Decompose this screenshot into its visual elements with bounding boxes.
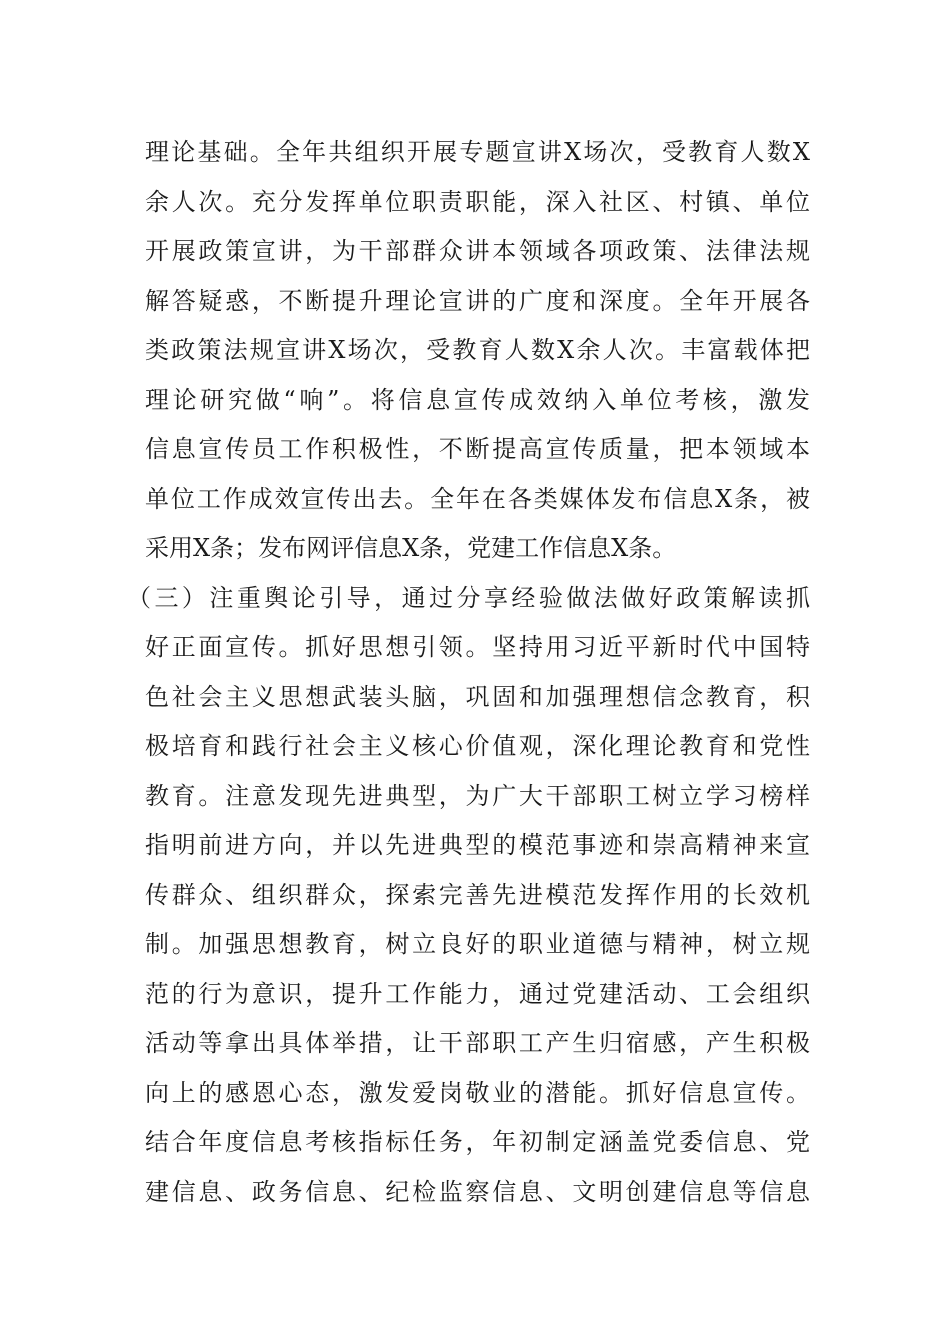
text-line: 类政策法规宣讲X场次，受教育人数X余人次。丰富载体把 bbox=[145, 336, 810, 364]
text-line: 单位工作成效宣传出去。全年在各类媒体发布信息X条，被 bbox=[145, 484, 810, 513]
text-line: 极培育和践行社会主义核心价值观，深化理论教育和党性 bbox=[145, 732, 810, 760]
text-line: 传群众、组织群众，探索完善先进模范发挥作用的长效机 bbox=[145, 880, 810, 909]
text-line: 向上的感恩心态，激发爱岗敬业的潜能。抓好信息宣传。 bbox=[145, 1078, 810, 1107]
text-line: 范的行为意识，提升工作能力，通过党建活动、工会组织 bbox=[145, 979, 810, 1008]
text-line: 余人次。充分发挥单位职责职能，深入社区、村镇、单位 bbox=[145, 187, 810, 216]
text-line: 好正面宣传。抓好思想引领。坚持用习近平新时代中国特 bbox=[145, 633, 810, 661]
text-line: 结合年度信息考核指标任务，年初制定涵盖党委信息、党 bbox=[145, 1128, 810, 1156]
text-line: 建信息、政务信息、纪检监察信息、文明创建信息等信息 bbox=[145, 1177, 810, 1206]
body-text bbox=[127, 128, 810, 1217]
text-line: 教育。注意发现先进典型，为广大干部职工树立学习榜样 bbox=[145, 781, 810, 810]
text-line: 开展政策宣讲，为干部群众讲本领域各项政策、法律法规 bbox=[145, 237, 810, 265]
text-line: 活动等拿出具体举措，让干部职工产生归宿感，产生积极 bbox=[145, 1029, 810, 1057]
text-line: 理论研究做“响”。将信息宣传成效纳入单位考核，激发 bbox=[145, 385, 810, 414]
text-line: 制。加强思想教育，树立良好的职业道德与精神，树立规 bbox=[145, 930, 810, 958]
text-line: 采用X条；发布网评信息X条，党建工作信息X条。 bbox=[145, 534, 677, 562]
text-line: 信息宣传员工作积极性，不断提高宣传质量，把本领域本 bbox=[145, 435, 810, 463]
section-heading-line: （三）注重舆论引导，通过分享经验做法做好政策解读抓 bbox=[127, 583, 810, 612]
text-line: 解答疑惑，不断提升理论宣讲的广度和深度。全年开展各 bbox=[145, 286, 810, 315]
text-line: 色社会主义思想武装头脑，巩固和加强理想信念教育，积 bbox=[145, 682, 810, 711]
text-line: 指明前进方向，并以先进典型的模范事迹和崇高精神来宣 bbox=[145, 831, 810, 859]
text-line: 理论基础。全年共组织开展专题宣讲X场次，受教育人数X bbox=[145, 138, 810, 166]
